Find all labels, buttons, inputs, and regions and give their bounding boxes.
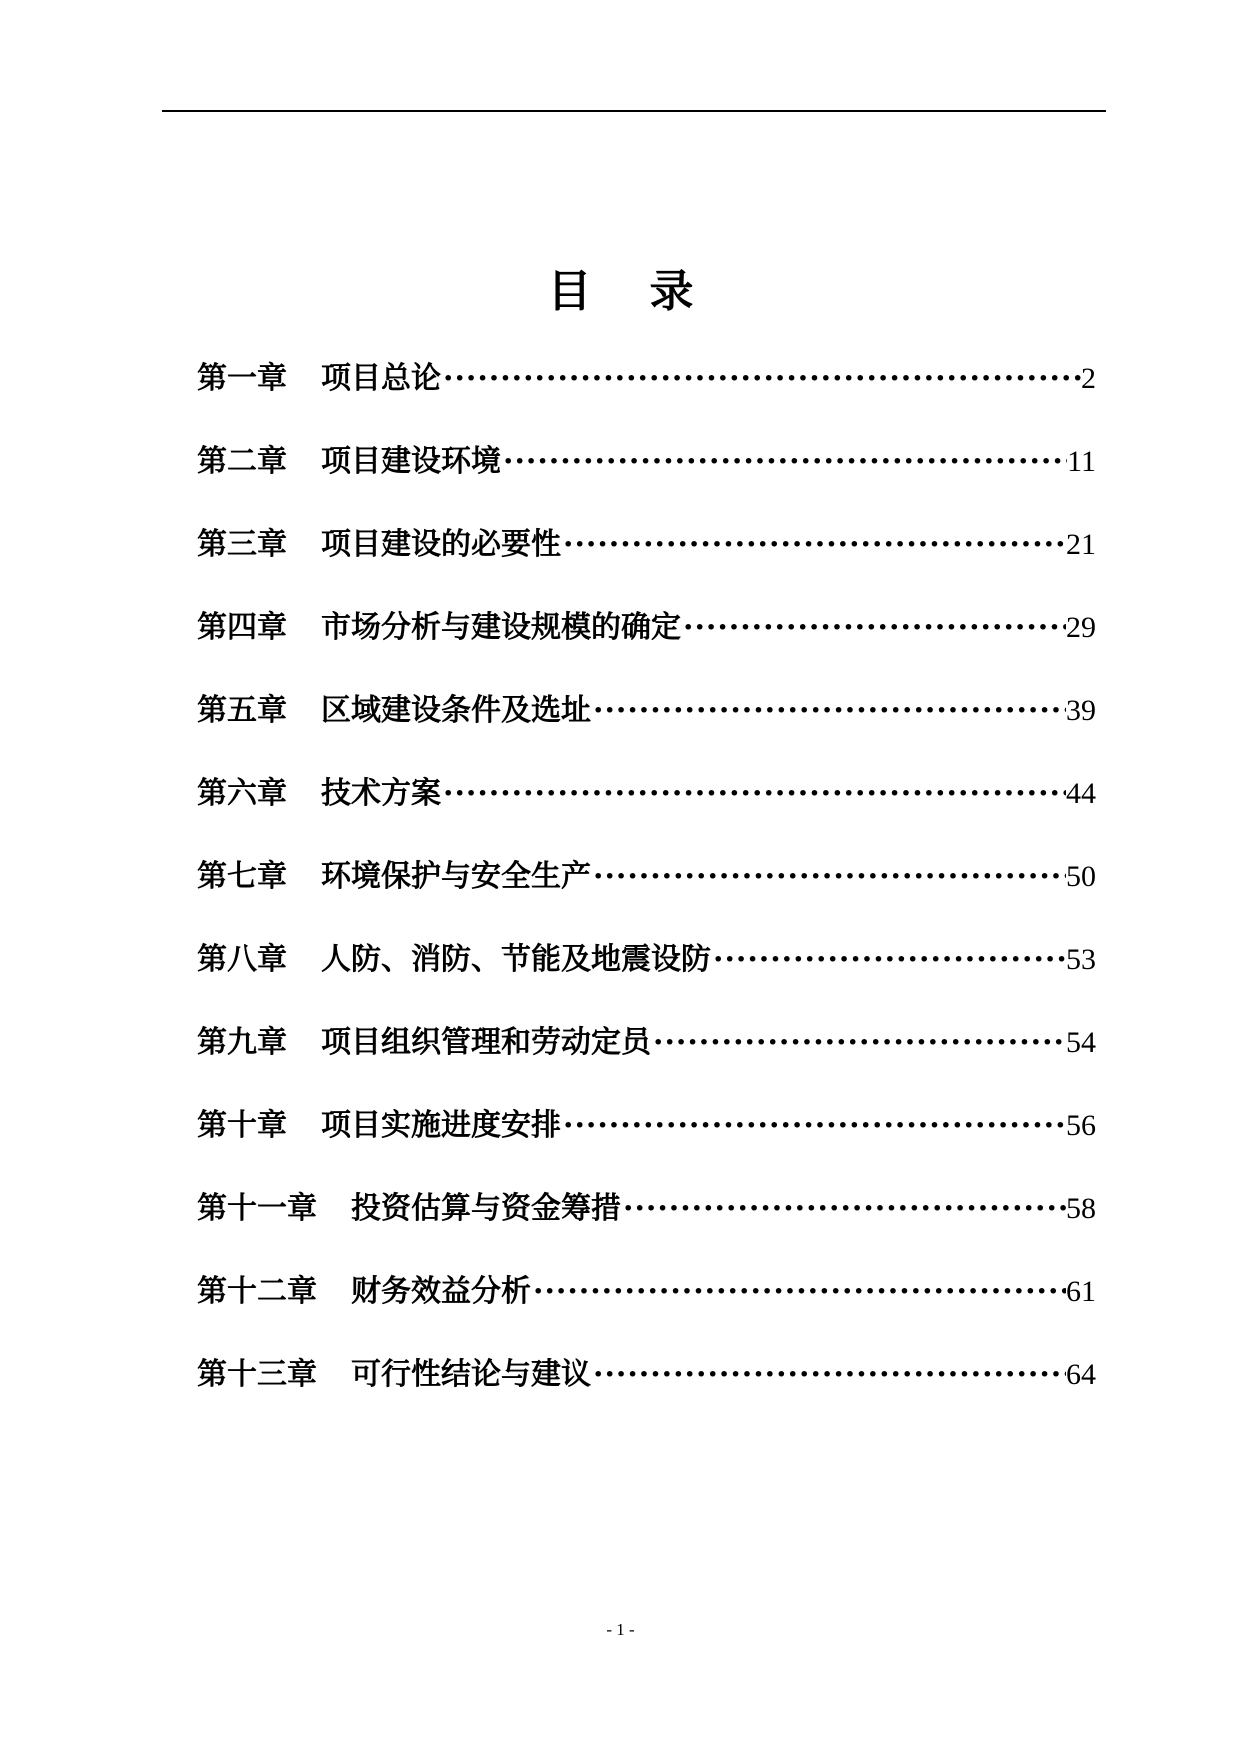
toc-dot-leader [441, 353, 1081, 405]
toc-chapter-title: 项目总论 [321, 361, 441, 396]
toc-chapter-title: 项目组织管理和劳动定员 [321, 1025, 651, 1060]
toc-dot-leader [591, 685, 1066, 737]
toc-chapter-number: 第三章 [197, 527, 287, 562]
toc-chapter-number: 第十章 [197, 1108, 287, 1143]
toc-chapter-title: 技术方案 [321, 776, 441, 811]
toc-entry-3[interactable] [197, 519, 1096, 602]
toc-chapter-number: 第九章 [197, 1025, 287, 1060]
toc-chapter-title: 市场分析与建设规模的确定 [321, 610, 681, 645]
toc-dot-leader [711, 934, 1066, 986]
toc-heading-char-1: 目 [547, 266, 592, 317]
toc-chapter-number: 第二章 [197, 444, 287, 479]
toc-entry-11[interactable] [197, 1183, 1096, 1266]
toc-heading-char-2: 录 [649, 266, 694, 317]
toc-page-number: 11 [1067, 445, 1096, 478]
page-number-footer: - 1 - [606, 1620, 635, 1639]
toc-entry-12[interactable] [197, 1266, 1096, 1349]
toc-page-number: 21 [1066, 528, 1096, 561]
toc-page-number: 64 [1066, 1358, 1096, 1391]
toc-chapter-number: 第十三章 [197, 1357, 317, 1392]
toc-page-number: 53 [1066, 943, 1096, 976]
toc-page-number: 29 [1066, 611, 1096, 644]
toc-page-number: 50 [1066, 860, 1096, 893]
toc-chapter-title: 环境保护与安全生产 [321, 859, 591, 894]
toc-entry-9[interactable] [197, 1017, 1096, 1100]
toc-chapter-title: 可行性结论与建议 [351, 1357, 591, 1392]
toc-page-number: 54 [1066, 1026, 1096, 1059]
toc-chapter-number: 第十二章 [197, 1274, 317, 1309]
header-rule [162, 110, 1106, 112]
toc-entry-2[interactable] [197, 436, 1096, 519]
toc-dot-leader [681, 602, 1066, 654]
toc-entry-8[interactable] [197, 934, 1096, 1017]
toc-chapter-number: 第四章 [197, 610, 287, 645]
toc-chapter-title: 项目建设的必要性 [321, 527, 561, 562]
toc-heading [0, 262, 1241, 322]
toc-dot-leader [561, 1100, 1066, 1152]
toc-chapter-title: 投资估算与资金筹措 [351, 1191, 621, 1226]
toc-entry-13[interactable] [197, 1349, 1096, 1432]
toc-page-number: 58 [1066, 1192, 1096, 1225]
toc-entry-6[interactable] [197, 768, 1096, 851]
toc-entry-1[interactable] [197, 353, 1096, 436]
toc-entry-4[interactable] [197, 602, 1096, 685]
toc-chapter-number: 第六章 [197, 776, 287, 811]
toc-dot-leader [531, 1266, 1066, 1318]
toc-chapter-number: 第十一章 [197, 1191, 317, 1226]
toc-chapter-title: 财务效益分析 [351, 1274, 531, 1309]
toc-dot-leader [561, 519, 1066, 571]
toc-page-number: 2 [1081, 362, 1096, 395]
toc-dot-leader [591, 851, 1066, 903]
toc-dot-leader [441, 768, 1066, 820]
toc-dot-leader [651, 1017, 1066, 1069]
toc-entry-7[interactable] [197, 851, 1096, 934]
toc-chapter-number: 第八章 [197, 942, 287, 977]
toc-chapter-title: 项目实施进度安排 [321, 1108, 561, 1143]
toc-dot-leader [621, 1183, 1066, 1235]
toc-page-number: 39 [1066, 694, 1096, 727]
toc-dot-leader [591, 1349, 1066, 1401]
toc-entry-5[interactable] [197, 685, 1096, 768]
toc-chapter-title: 项目建设环境 [321, 444, 501, 479]
toc-dot-leader [501, 436, 1067, 488]
toc-page-number: 56 [1066, 1109, 1096, 1142]
toc-chapter-title: 人防、消防、节能及地震设防 [321, 942, 711, 977]
toc-page-number: 61 [1066, 1275, 1096, 1308]
toc-entry-10[interactable] [197, 1100, 1096, 1183]
toc-chapter-number: 第五章 [197, 693, 287, 728]
toc-chapter-number: 第七章 [197, 859, 287, 894]
table-of-contents [197, 353, 1096, 1432]
toc-page-number: 44 [1066, 777, 1096, 810]
toc-chapter-number: 第一章 [197, 361, 287, 396]
toc-chapter-title: 区域建设条件及选址 [321, 693, 591, 728]
